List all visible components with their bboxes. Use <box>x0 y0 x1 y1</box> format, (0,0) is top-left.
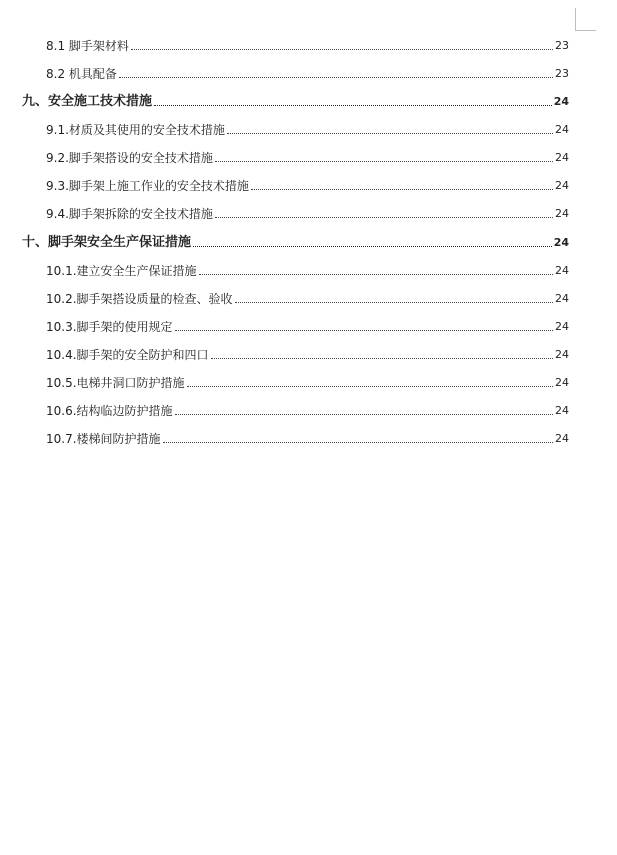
toc-entry-page-number: 24 <box>555 404 569 417</box>
toc-entry-page-number: 24 <box>555 320 569 333</box>
toc-section-entry[interactable] <box>46 371 569 391</box>
toc-section-entry[interactable] <box>46 399 569 419</box>
toc-dot-leader <box>235 301 553 303</box>
toc-dot-leader <box>193 245 552 247</box>
toc-entry-title: 10.1.建立安全生产保证措施 <box>46 264 197 278</box>
toc-entry-title: 9.1.材质及其使用的安全技术措施 <box>46 123 225 137</box>
toc-section-entry[interactable] <box>46 146 569 166</box>
toc-dot-leader <box>163 441 553 443</box>
toc-section-entry[interactable] <box>46 174 569 194</box>
toc-section-entry[interactable] <box>46 287 569 307</box>
toc-entry-title: 10.5.电梯井洞口防护措施 <box>46 376 185 390</box>
toc-entry-title: 10.4.脚手架的安全防护和四口 <box>46 348 209 362</box>
toc-entry-page-number: 24 <box>555 207 569 220</box>
toc-dot-leader <box>175 413 553 415</box>
toc-entry-page-number: 23 <box>555 67 569 80</box>
toc-dot-leader <box>154 104 552 106</box>
toc-dot-leader <box>199 273 553 275</box>
toc-entry-page-number: 24 <box>555 151 569 164</box>
page-corner-marker <box>575 8 596 31</box>
toc-entry-page-number: 24 <box>555 432 569 445</box>
toc-section-entry[interactable] <box>46 259 569 279</box>
toc-section-entry[interactable] <box>46 202 569 222</box>
toc-entry-title: 9.2.脚手架搭设的安全技术措施 <box>46 151 213 165</box>
toc-section-entry[interactable] <box>46 315 569 335</box>
toc-entry-page-number: 24 <box>555 348 569 361</box>
toc-section-entry[interactable] <box>46 118 569 138</box>
toc-dot-leader <box>251 188 553 190</box>
toc-entry-title: 9.3.脚手架上施工作业的安全技术措施 <box>46 179 249 193</box>
toc-entry-title: 10.6.结构临边防护措施 <box>46 404 173 418</box>
toc-entry-title: 10.3.脚手架的使用规定 <box>46 320 173 334</box>
toc-dot-leader <box>215 216 553 218</box>
toc-entry-page-number: 24 <box>555 264 569 277</box>
toc-chapter-entry[interactable] <box>22 90 569 110</box>
toc-entry-page-number: 24 <box>553 236 569 249</box>
toc-dot-leader <box>215 160 553 162</box>
toc-dot-leader <box>211 357 553 359</box>
toc-entry-page-number: 24 <box>555 376 569 389</box>
toc-section-entry[interactable] <box>46 427 569 447</box>
toc-chapter-entry[interactable] <box>22 231 569 251</box>
toc-entry-page-number: 23 <box>555 39 569 52</box>
toc-entry-page-number: 24 <box>553 95 569 108</box>
toc-entry-title: 8.1 脚手架材料 <box>46 39 129 53</box>
toc-dot-leader <box>131 48 553 50</box>
toc-entry-title: 10.7.楼梯间防护措施 <box>46 432 161 446</box>
toc-section-entry[interactable] <box>46 62 569 82</box>
toc-entry-title: 10.2.脚手架搭设质量的检查、验收 <box>46 292 233 306</box>
toc-section-entry[interactable] <box>46 343 569 363</box>
toc-entry-title: 9.4.脚手架拆除的安全技术措施 <box>46 207 213 221</box>
toc-entry-page-number: 24 <box>555 123 569 136</box>
toc-entry-page-number: 24 <box>555 292 569 305</box>
toc-entry-title: 8.2 机具配备 <box>46 67 117 81</box>
toc-dot-leader <box>119 76 553 78</box>
toc-entry-title: 十、脚手架安全生产保证措施 <box>22 235 192 250</box>
toc-entry-page-number: 24 <box>555 179 569 192</box>
toc-entry-title: 九、安全施工技术措施 <box>22 94 153 109</box>
toc-dot-leader <box>175 329 553 331</box>
toc-dot-leader <box>187 385 553 387</box>
toc-section-entry[interactable] <box>46 34 569 54</box>
toc-dot-leader <box>227 132 553 134</box>
